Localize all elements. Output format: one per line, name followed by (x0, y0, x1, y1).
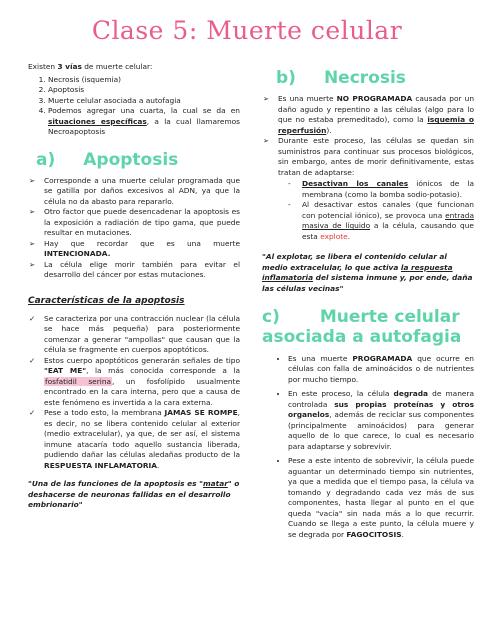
section-c-heading (262, 308, 474, 347)
b1-underlined: isquemia o reperfusión (278, 115, 474, 135)
e2-mid: de manera controlada (288, 389, 474, 409)
list-item (278, 200, 474, 242)
list4-underlined: situaciones específicas (48, 116, 147, 126)
note-pre: "Una de las funciones de la apoptosis es " (28, 479, 203, 489)
a-b3-bold: INTENCIONADA. (44, 249, 111, 259)
section-a-letter: a) (36, 149, 56, 170)
e1-bold: PROGRAMADA (352, 353, 413, 363)
apoptosis-bullets (28, 176, 240, 281)
d2-end: . (347, 231, 351, 241)
section-c-title: Muerte celular asociada a autofagia (262, 307, 462, 347)
e1-post: que ocurre en células con falla de aminoácidos o de nutrientes por mucho tiempo. (288, 353, 474, 384)
intro-bold: 3 vías (57, 62, 82, 71)
note-underlined: la respuesta inflamatoria (262, 262, 453, 283)
b2-text: Durante este proceso, las células se quedan sin suministros para continuar sus procesos biológicos, sin embargo, antes de morir definitivamente, estas tratan de adaptarse: (278, 136, 474, 177)
list-item (28, 239, 240, 260)
adaptation-list (278, 179, 474, 242)
section-b-title: Necrosis (323, 68, 406, 88)
left-column (28, 62, 240, 511)
list-item (288, 389, 474, 452)
list-item: ✓ Se caracteriza por una contracción nuclear (la célula se hace más pequeña) para posteriormente comenzar a generar "ampollas" que causan que la célula se fragmente en cuerpos apoptóticos. (28, 314, 240, 356)
e2-pre: En este proceso, la célula (288, 389, 394, 399)
list-item: ➢ Corresponde a una muerte celular programada que se gatilla por daños excesivos al ADN, ya que la célula no da abasto para repararlo. (28, 176, 240, 208)
c3-pre: Pese a todo esto, la membrana (44, 408, 165, 418)
e2-bold1: degrada (393, 389, 429, 399)
c3-end: . (157, 460, 160, 470)
b1-pre: Es una muerte (278, 94, 337, 104)
section-a-heading (36, 148, 240, 172)
d1-bold: Desactivan los canales (302, 179, 409, 189)
section-c-letter: c) (262, 307, 280, 328)
d2-mid: a la célula, causando que esta (302, 221, 474, 241)
c3-mid: , es decir, no se libera contenido celular al exterior (medio extracelular), ya que, de ser así, el sistema inmune atacaría todo aquello sustancia liberada, pudiendo dañar las células aledañas producto de la (44, 408, 240, 460)
list-item (288, 456, 474, 540)
list4-post: , a la cual llamaremos Necroapoptosis (48, 116, 241, 137)
list-item: 2. Apoptosis (48, 85, 240, 96)
e2-post: , además de reciclar sus componentes (principalmente aminoácidos) para generar aquello de lo que carece, lo cual es necesario para adaptarse y sobrevivir. (288, 410, 474, 451)
section-a-title: Apoptosis (83, 149, 179, 170)
list-item (278, 179, 474, 200)
right-column (262, 66, 474, 544)
note-post: " o deshacerse de neuronas fallidas en el desarrollo embrionario" (28, 479, 240, 510)
ways-list (28, 75, 240, 138)
b1-end: ). (326, 125, 332, 135)
intro-text (28, 62, 240, 73)
intro-pre: Existen (28, 62, 58, 71)
c2-pre: Estos cuerpo apoptóticos generarán señales de tipo (44, 355, 240, 365)
list-item: 1. Necrosis (isquemia) (48, 75, 240, 86)
d2-underlined: entrada masiva de líquido (302, 210, 474, 231)
list-item (288, 354, 474, 386)
note-underlined: matar (202, 479, 228, 489)
list-item: ➢ Otro factor que puede desencadenar la apoptosis es la exposición a radiación de tipo gama, que puede resultar en mutaciones. (28, 207, 240, 239)
b1-bold: NO PROGRAMADA (336, 94, 413, 104)
page-title: Clase 5: Muerte celular (91, 16, 403, 45)
e3-end: . (401, 529, 404, 539)
d2-pre: Al desactivar estos canales (que funcionan con potencial iónico), se provoca una (302, 200, 474, 220)
c3-bold1: JAMAS SE ROMPE (164, 408, 238, 418)
e3-bold: FAGOCITOSIS (346, 529, 402, 539)
list-item (262, 136, 474, 242)
autophagy-bullets (262, 354, 474, 541)
d1-post: iónicos de la membrana (como la bomba sodio-potasio). (302, 179, 475, 199)
necrosis-note (262, 252, 474, 294)
list-item (48, 106, 240, 138)
list-item (28, 408, 240, 471)
list-item: ➢ La célula elige morir también para evitar el desarrollo del cáncer por estas mutaciones. (28, 260, 240, 281)
c3-bold2: RESPUESTA INFLAMATORIA (44, 460, 158, 470)
e1-pre: Es una muerte (288, 353, 353, 363)
list-item: 3. Muerte celular asociada a autofagia (48, 96, 240, 107)
d2-red: explote (320, 231, 348, 241)
characteristics-heading: Características de la apoptosis (28, 295, 185, 306)
e3-pre: Pese a este intento de sobrevivir, la célula puede aguantar un determinado tiempo sin nutrientes, ya que a medida que el tiempo pasa, la célula va tomando y degradando cada vez más de sus componentes, hasta llegar al punto en el que queda "vacía" sin nada más a lo que recurrir. Cuando se llega a este punto, la célula muere y se degrada por (288, 456, 474, 539)
note-pre: "Al explotar, se libera el contenido celular al medio extracelular, lo que activa (262, 252, 447, 272)
section-b-heading (276, 66, 474, 90)
a-b3-pre: Hay que recordar que es una muerte (44, 238, 240, 248)
apoptosis-note (28, 479, 240, 511)
list-item (262, 94, 474, 136)
characteristics-list (28, 314, 240, 472)
list4-pre: Podemos agregar una cuarta, la cual se da en (48, 106, 240, 116)
necrosis-bullets (262, 94, 474, 242)
section-b-letter: b) (276, 68, 296, 88)
c2-mid: , la más conocida corresponde a la (86, 366, 240, 376)
highlight-fosfatidil: fosfatidil serina (45, 376, 112, 386)
list-item (28, 356, 240, 409)
e2-bold2: sus propias proteínas y otros organelos (288, 399, 474, 420)
b1-mid: causada por un daño agudo y repentino a las células (algo para lo que no estaba premeditado), como la (278, 94, 474, 125)
c2-bold: "EAT ME" (44, 366, 87, 376)
c2-post: , un fosfolípido usualmente encontrado en la cara interna, pero que a causa de este fenómeno es invertida a la cara externa. (44, 376, 240, 407)
intro-post: de muerte celular: (81, 62, 153, 71)
note-post: del sistema inmune y, por ende, daña las células vecinas" (262, 273, 473, 293)
